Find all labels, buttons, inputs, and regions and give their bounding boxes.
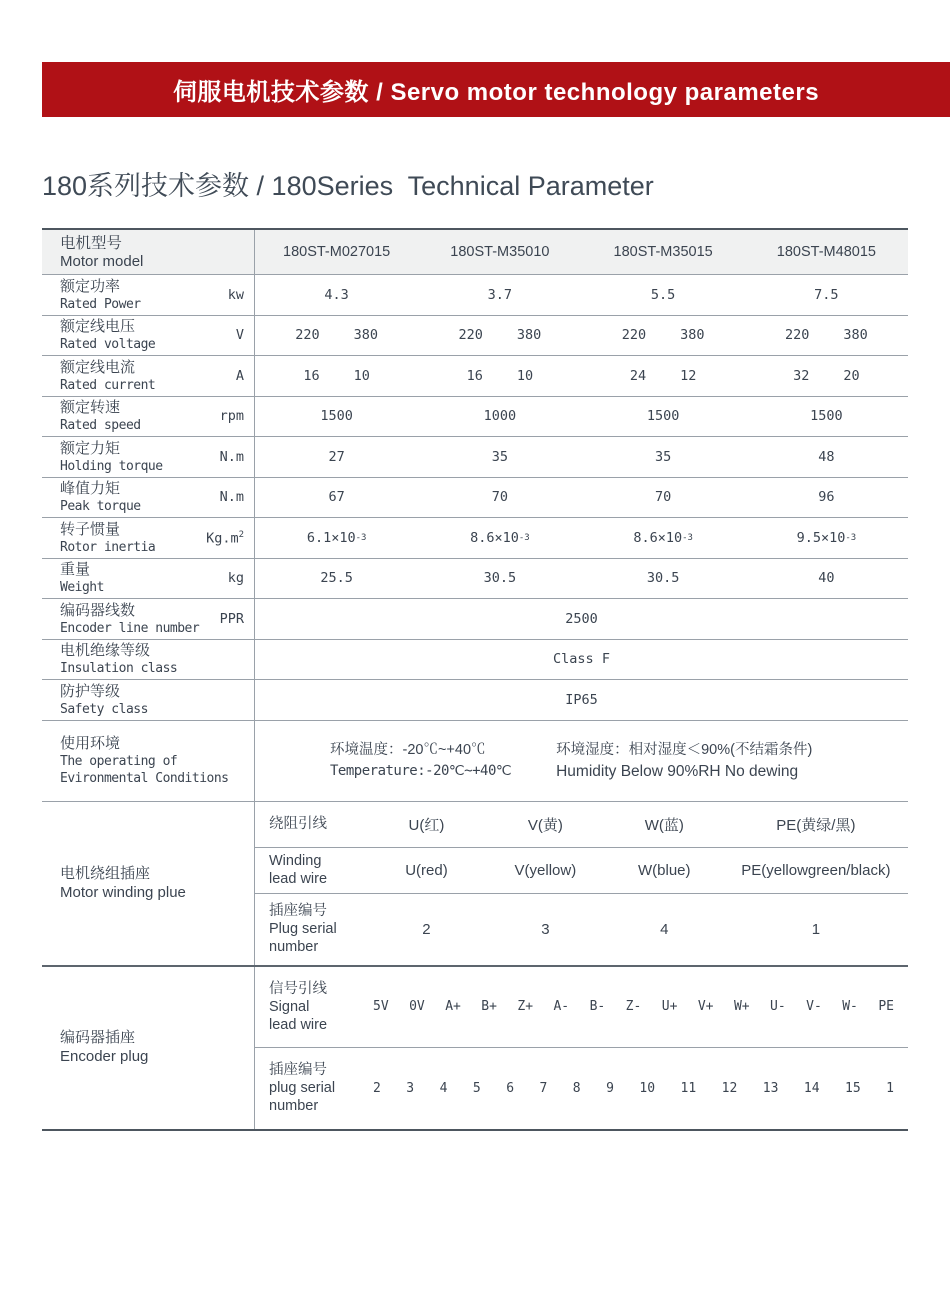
param-values: [255, 275, 908, 315]
winding-subrows: [255, 802, 908, 965]
winding-row-label-line: 插座编号: [269, 903, 327, 919]
plug-number: 15: [845, 1080, 861, 1096]
param-value: 96: [818, 489, 835, 506]
param-value: 7.5: [814, 286, 839, 303]
param-value: 8.6×10 -3: [633, 529, 693, 546]
winding-row-label: [255, 848, 367, 893]
winding-row-label-line: Winding: [269, 853, 322, 869]
encoder-values: [367, 1048, 908, 1129]
value-pair: 220 380: [784, 327, 868, 344]
encoder-row-label-line: 信号引线: [269, 980, 327, 997]
encoder-section: [42, 967, 908, 1129]
winding-values: [367, 848, 908, 893]
value-pair: 220 380: [458, 327, 542, 344]
param-names: [60, 317, 236, 353]
signal-value: PE: [878, 999, 894, 1014]
param-name-zh: 额定力矩: [60, 439, 121, 457]
param-unit: kg: [227, 570, 244, 587]
param-label-cell: [42, 316, 255, 356]
environment-label-en2: Evironmental Conditions: [60, 771, 229, 786]
param-values: [255, 518, 908, 558]
plug-number: 12: [721, 1080, 738, 1096]
winding-value: W(blue): [638, 861, 691, 879]
model-header: 180ST-M35015: [613, 244, 713, 260]
signal-value: Z-: [625, 999, 642, 1014]
param-label-cell: [42, 559, 255, 599]
encoder-values: [367, 967, 908, 1047]
humidity-en: Humidity Below 90%RH No dewing: [556, 762, 799, 780]
encoder-section-label: [42, 967, 255, 1129]
signal-value: 0V: [409, 999, 425, 1014]
table-row: [42, 478, 908, 519]
param-value: 30.5: [646, 570, 680, 587]
table-row: [42, 397, 908, 438]
param-unit: $Kg.m^2$: [206, 529, 244, 546]
winding-row-label: [255, 894, 367, 965]
param-name-zh: 转子惯量: [60, 520, 121, 538]
param-value: 4.3: [324, 286, 349, 303]
param-name-en: Holding torque: [60, 458, 163, 474]
param-name-zh: 编码器线数: [60, 601, 136, 619]
param-label-cell: [42, 356, 255, 396]
param-name-zh: 额定线电压: [60, 318, 136, 336]
signal-value: V+: [697, 999, 714, 1014]
value-pair: 16 10: [466, 367, 534, 384]
param-value: 3.7: [487, 286, 513, 303]
winding-value: 4: [660, 920, 669, 938]
param-name-en: Rated current: [60, 377, 156, 393]
winding-value: U(red): [405, 861, 448, 879]
param-names: [60, 520, 206, 556]
param-unit: kw: [227, 286, 244, 303]
value-pair: 16 10: [303, 367, 370, 384]
winding-value: PE(黄绿/黑): [776, 816, 856, 834]
signal-value: A-: [553, 999, 570, 1014]
table-row: [42, 599, 908, 640]
param-name-zh: 额定功率: [60, 277, 121, 295]
winding-value: PE(yellowgreen/black): [741, 861, 891, 879]
param-value: 35: [491, 448, 508, 465]
param-values: [255, 316, 908, 356]
signal-value: U+: [661, 999, 678, 1014]
winding-row-label-line: lead wire: [269, 871, 328, 887]
param-values: [255, 559, 908, 599]
param-unit: V: [235, 327, 244, 344]
param-names: [60, 439, 220, 475]
value-pair: 24 12: [629, 367, 697, 384]
signal-value: W+: [733, 999, 750, 1014]
plug-number: 7: [539, 1080, 548, 1096]
winding-row-label: [255, 802, 367, 847]
encoder-label-en: Encoder plug: [60, 1048, 149, 1065]
plug-number: 6: [506, 1080, 515, 1096]
winding-value: W(蓝): [644, 816, 684, 834]
param-label-cell: [42, 680, 255, 720]
winding-value: V(yellow): [514, 861, 577, 879]
header-label-zh: 电机型号: [60, 235, 123, 252]
param-value: 70: [654, 489, 672, 506]
table-row: [42, 316, 908, 357]
plug-number: 11: [680, 1080, 697, 1096]
param-unit: rpm: [219, 408, 244, 425]
winding-value: 1: [811, 920, 821, 938]
signal-value: A+: [445, 999, 461, 1014]
param-names: [60, 601, 220, 637]
signal-value: B-: [589, 999, 606, 1014]
spec-table: [42, 228, 908, 1131]
param-values: [255, 437, 908, 477]
param-name-en: Peak torque: [60, 499, 141, 515]
value-pair: 220 380: [295, 327, 379, 344]
signal-value: B+: [481, 999, 497, 1014]
param-label-cell: [42, 599, 255, 639]
param-label-cell: [42, 640, 255, 680]
temperature-en: Temperature:-20℃~+40℃: [330, 762, 512, 779]
param-name-en: Insulation class: [60, 661, 178, 677]
param-label-cell: [42, 518, 255, 558]
param-value: 8.6×10 -3: [470, 529, 530, 546]
plug-number: 10: [639, 1080, 656, 1096]
param-value: 1500: [320, 408, 353, 425]
winding-value: 2: [422, 920, 431, 938]
param-value: 48: [818, 448, 835, 465]
plug-number: 9: [606, 1080, 614, 1096]
param-value: 6.1×10 -3: [306, 529, 367, 546]
param-value: 1000: [483, 408, 517, 425]
param-name-en: Encoder line number: [60, 620, 200, 636]
header-label-cell: [42, 230, 255, 274]
environment-row: [42, 721, 908, 802]
param-value: 1500: [646, 408, 680, 425]
param-values: [255, 397, 908, 437]
plug-number: 8: [572, 1080, 581, 1096]
param-name-zh: 峰值力矩: [60, 480, 121, 498]
encoder-row-label-line: 插座编号: [269, 1062, 327, 1078]
param-values: [255, 478, 908, 518]
winding-section-label: [42, 802, 255, 965]
page-banner: [42, 62, 950, 117]
table-row: [42, 275, 908, 316]
winding-row-label-line: number: [269, 939, 319, 955]
param-value: 27: [328, 448, 345, 465]
page-title: 180系列技术参数 / 180Series Technical Parameter: [42, 171, 654, 201]
plug-number: 2: [373, 1080, 381, 1096]
table-row: [42, 356, 908, 397]
encoder-row-label: [255, 1048, 367, 1129]
environment-label-en1: The operating of: [60, 754, 178, 769]
param-value: [745, 356, 908, 396]
param-unit: N.m: [219, 448, 244, 465]
param-value: [255, 356, 418, 396]
value-pair: 32 20: [793, 367, 860, 384]
header-label-en: Motor model: [60, 253, 144, 270]
param-name-en: Safety class: [60, 701, 148, 717]
param-value: 35: [654, 448, 672, 465]
param-unit: A: [235, 367, 244, 384]
param-value: 5.5: [650, 286, 676, 303]
param-name-en: Rated speed: [60, 418, 141, 434]
param-value: [582, 356, 745, 396]
encoder-label-zh: 编码器插座: [60, 1029, 136, 1046]
param-value: 30.5: [483, 570, 517, 587]
plug-number: 13: [762, 1080, 779, 1096]
param-name-zh: 额定转速: [60, 399, 121, 417]
banner-title: 伺服电机技术参数 / Servo motor technology parameters: [172, 79, 820, 106]
param-name-zh: 额定线电流: [60, 358, 136, 376]
param-names: [60, 641, 244, 677]
signal-value: V-: [806, 999, 822, 1014]
plug-number: 14: [803, 1080, 820, 1096]
encoder-row: [255, 967, 908, 1048]
table-row: [42, 518, 908, 559]
temperature-zh: 环境温度：-20℃~+40℃: [330, 741, 486, 758]
value-pair: 220 380: [621, 327, 705, 344]
param-label-cell: [42, 275, 255, 315]
winding-value: 3: [541, 920, 550, 938]
table-header-row: [42, 230, 908, 275]
param-value: 9.5×10 -3: [796, 529, 857, 546]
encoder-row-label: [255, 967, 367, 1047]
plug-number: 5: [472, 1080, 481, 1096]
param-label-cell: [42, 478, 255, 518]
encoder-row-label-line: lead wire: [269, 1016, 328, 1033]
table-row: [42, 559, 908, 600]
param-name-zh: 电机绝缘等级: [60, 642, 151, 660]
param-value: [582, 316, 745, 356]
param-values: [255, 356, 908, 396]
table-row: [42, 640, 908, 681]
encoder-subrows: [255, 967, 908, 1129]
winding-row-label-line: Plug serial: [269, 921, 337, 937]
plug-number: 1: [886, 1080, 894, 1096]
environment-label-zh: 使用环境: [60, 735, 121, 752]
encoder-row: [255, 1048, 908, 1129]
param-names: [60, 358, 236, 394]
winding-row: [255, 848, 908, 894]
winding-row: [255, 894, 908, 965]
winding-section: [42, 802, 908, 967]
param-name-en: Weight: [60, 580, 104, 596]
param-value: IP65: [565, 691, 598, 708]
humidity-block: [556, 740, 812, 782]
signal-value: Z+: [517, 999, 534, 1014]
param-unit: PPR: [219, 610, 244, 627]
param-label-cell: [42, 437, 255, 477]
winding-label-zh: 电机绕组插座: [60, 864, 151, 882]
param-name-zh: 重量: [60, 561, 91, 579]
param-name-en: Rated voltage: [60, 337, 156, 353]
param-label-cell: [42, 397, 255, 437]
param-value: 25.5: [320, 570, 353, 587]
winding-label-en: Motor winding plue: [60, 883, 186, 901]
spec-rows: [42, 275, 908, 721]
param-value: Class F: [553, 651, 610, 668]
model-header: 180ST-M027015: [283, 244, 391, 260]
environment-label-cell: [42, 721, 255, 801]
temperature-block: [330, 740, 511, 782]
winding-values: [367, 802, 908, 847]
param-names: [60, 479, 220, 515]
param-value: 67: [328, 489, 345, 506]
param-value: 1500: [810, 408, 843, 425]
table-row: [42, 680, 908, 721]
plug-number: 3: [406, 1080, 415, 1096]
param-value: 40: [818, 570, 835, 587]
param-name-zh: 防护等级: [60, 682, 121, 700]
environment-values: [255, 721, 908, 801]
param-value: 2500: [565, 610, 598, 627]
param-unit: N.m: [219, 489, 244, 506]
param-value: [418, 356, 581, 396]
winding-value: V(黄): [527, 816, 563, 834]
param-names: [60, 560, 228, 596]
param-value: [745, 316, 908, 356]
winding-row-label-line: 绕阻引线: [269, 816, 327, 832]
winding-values: [367, 894, 908, 965]
model-header: 180ST-M48015: [776, 244, 876, 260]
encoder-row-label-line: number: [269, 1098, 319, 1114]
param-name-en: Rated Power: [60, 296, 141, 312]
plug-number: 4: [439, 1080, 448, 1096]
param-names: [60, 277, 228, 313]
winding-value: U(红): [408, 816, 445, 834]
winding-row: [255, 802, 908, 848]
encoder-row-label-line: Signal: [269, 998, 310, 1015]
param-value: [255, 316, 418, 356]
param-names: [60, 682, 244, 718]
param-name-en: Rotor inertia: [60, 539, 156, 555]
signal-value: U-: [770, 999, 786, 1014]
signal-value: W-: [842, 999, 858, 1014]
encoder-row-label-line: plug serial: [269, 1080, 336, 1096]
table-row: [42, 437, 908, 478]
model-header: 180ST-M35010: [450, 244, 550, 260]
model-header-cells: [255, 230, 908, 274]
signal-value: 5V: [373, 999, 389, 1014]
humidity-zh: 环境湿度：相对湿度＜90%(不结霜条件): [556, 741, 813, 758]
param-names: [60, 398, 220, 434]
param-value: [418, 316, 581, 356]
param-value: 70: [491, 489, 508, 506]
